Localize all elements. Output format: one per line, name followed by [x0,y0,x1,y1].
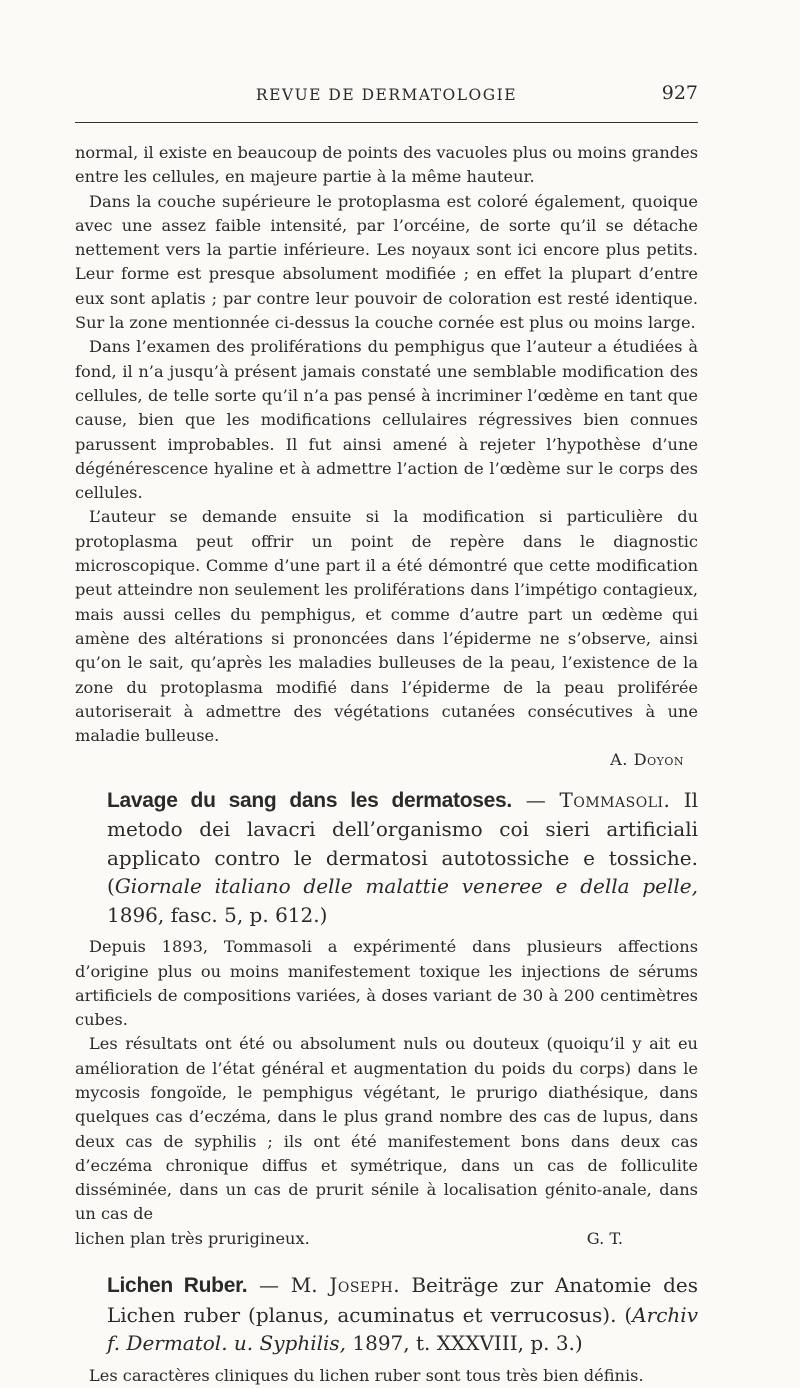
entry-author-initial: M. [290,1273,330,1298]
paragraph: Les caractères cliniques du lichen ruber sont tous très bien définis. [89,1365,644,1385]
header-rule [75,122,698,123]
entry-title: . Il metodo dei lavacri dell’organismo coi sieri artificiali applicato contro le dermatosi autotossiche e tossiche. ( [107,787,698,899]
entry-dash: — [247,1273,291,1298]
entry-journal: Giornale italiano delle malattie veneree e della pelle, [114,874,698,899]
entry-heading [75,1271,698,1358]
paragraph: Les résultats ont été ou absolument nuls ou douteux (quoiqu’il y ait eu amélioration de l’état général et augmentation du poids du corps) dans le mycosis fongoïde, le pemphigus végétant, le prurigo diathésique, dans quelques cas d’eczéma, dans le plus grand nombre des cas de lupus, dans deux cas de syphilis ; ils ont été manifestement bons dans deux cas d’eczéma chronique diffus et symétrique, dans un cas de folliculite disséminée, dans un cas de prurit sénile à localisation génito-anale, dans un cas de [75,1034,698,1224]
entry-title: . Beiträge zur Anatomie des Lichen ruber (planus, acuminatus et verrucosus). ( [107,1273,698,1327]
entry-journal: Archiv f. Dermatol. u. Syphilis, [107,1302,698,1356]
paragraph: Dans l’examen des proliférations du pemphigus que l’auteur a étudiées à fond, il n’a jusqu’à présent jamais constaté une semblable modification des cellules, de telle sorte qu’il n’a pas pensé à incriminer l’œdème en tant que cause, bien que les modifications cellulaires régressives bien connues parussent improbables. Il fut ainsi amené à rejeter l’hypothèse d’une dégénérescence hyaline et à admettre l’action de l’œdème sur le corps des cellules. [75,337,698,503]
entry-citation: 1897, t. XXXVIII, p. 3.) [346,1331,583,1356]
entry-headword: Lavage du sang dans les dermatoses. [107,788,512,812]
running-title: REVUE DE DERMATOLOGIE [255,86,518,104]
signature: G. T. [586,1228,623,1248]
entry-heading [75,786,698,930]
journal-page [75,80,698,1388]
page-header [75,80,698,110]
signed-line [75,1227,698,1251]
paragraph: normal, il existe en beaucoup de points des vacuoles plus ou moins grandes entre les cellules, en majeure partie à la même hauteur. [75,143,698,187]
entry-headword: Lichen Ruber. [107,1274,248,1298]
entry-author: Tommasoli [559,787,664,812]
signature [75,748,698,772]
page-body [75,141,698,1388]
paragraph: L’auteur se demande ensuite si la modification si particulière du protoplasma peut offrir un point de repère dans le diagnostic microscopique. Comme d’une part il a été démontré que cette modification peut atteindre non seulement les proliférations dans l’impétigo contagieux, mais aussi celles du pemphigus, et comme d’autre part un œdème qui amène des altérations si prononcées dans l’épiderme ne s’observe, ainsi qu’on le sait, qu’après les maladies bulleuses de la peau, l’existence de la zone du protoplasma modifié dans l’épiderme de la peau proliférée autoriserait à admettre des végétations cutanées consécutives à une maladie bulleuse. [75,507,698,746]
paragraph: Depuis 1893, Tommasoli a expérimenté dans plusieurs affections d’origine plus ou moins manifestement toxique les injections de sérums artificiels de compositions variées, à doses variant de 30 à 200 centimètres cubes. [75,937,698,1030]
paragraph: Dans la couche supérieure le protoplasma est coloré également, quoique avec une assez faible intensité, par l’orcéine, de sorte qu’il se détache nettement vers la partie inférieure. Les noyaux sont ici encore plus petits. Leur forme est presque absolument modifiée ; en effet la plupart d’entre eux sont aplatis ; par contre leur pouvoir de coloration est resté identique. Sur la zone mentionnée ci-dessus la couche cornée est plus ou moins large. [75,191,698,333]
entry-author: Joseph [329,1273,394,1298]
signature-text: A. Doyon [610,750,684,770]
page-number: 927 [661,82,698,104]
last-line: lichen plan très prurigineux. [75,1228,310,1248]
entry-dash: — [511,787,560,812]
entry-citation: 1896, fasc. 5, p. 612.) [107,902,328,927]
